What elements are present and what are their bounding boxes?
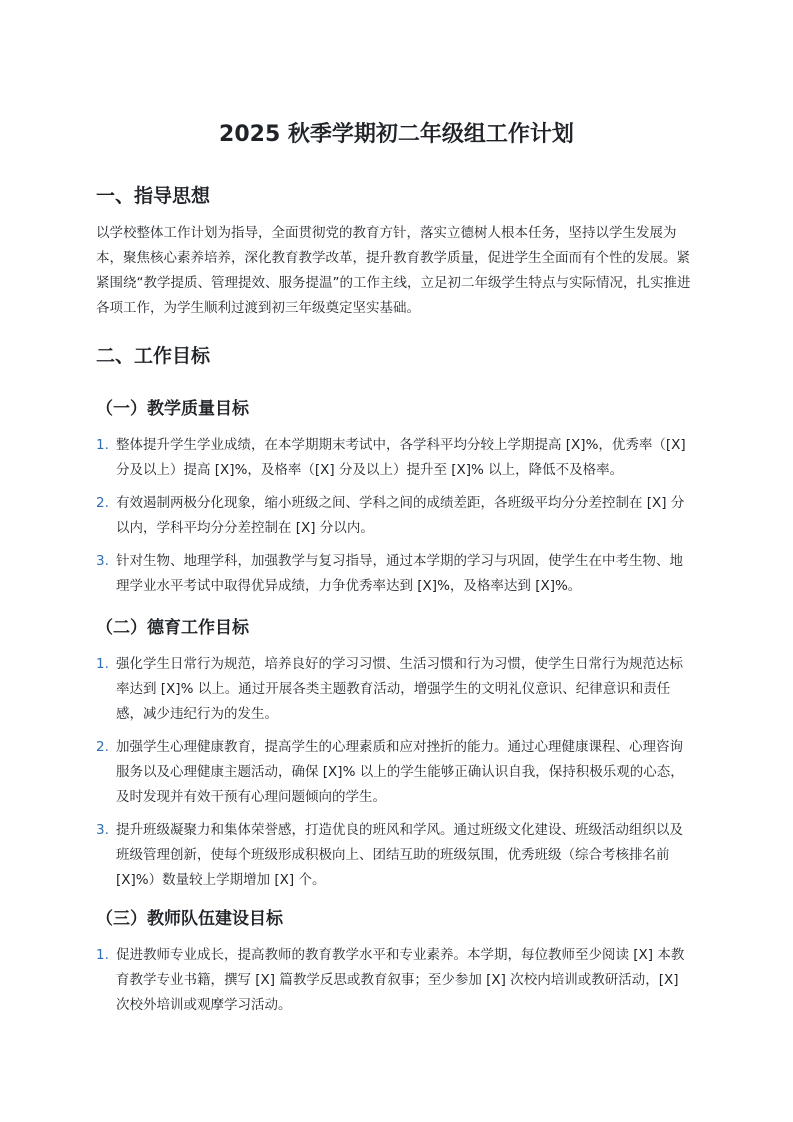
list-item — [96, 818, 696, 893]
list-item-text: 整体提升学生学业成绩，在本学期期末考试中，各学科平均分较上学期提高 [X]%，优秀率（[X] 分及以上）提高 [X]%，及格率（[X] 分及以上）提升至 [X]% 以上，降低不及格率。 — [116, 437, 686, 478]
list-item — [96, 652, 696, 727]
list-number: 3. — [96, 822, 109, 838]
list-item-text: 促进教师专业成长，提高教师的教育教学水平和专业素养。本学期，每位教师至少阅读 [X] 本教育教学专业书籍，撰写 [X] 篇教学反思或教育叙事；至少参加 [X] 次校内培训或教研活动，[X] 次校外培训或观摩学习活动。 — [116, 947, 685, 1013]
list-item — [96, 433, 696, 483]
list-item — [96, 943, 696, 1018]
list-item-text: 强化学生日常行为规范，培养良好的学习习惯、生活习惯和行为习惯，使学生日常行为规范达标率达到 [X]% 以上。通过开展各类主题教育活动，增强学生的文明礼仪意识、纪律意识和责任感，减少违纪行为的发生。 — [116, 656, 683, 722]
subsection-heading-teaching-quality: （一）教学质量目标 — [96, 399, 249, 419]
subsection-heading-moral-education: （二）德育工作目标 — [96, 618, 249, 638]
list-number: 1. — [96, 656, 109, 672]
list-item — [96, 491, 696, 541]
list-number: 2. — [96, 739, 109, 755]
section-heading-guiding-ideology: 一、指导思想 — [96, 185, 211, 207]
list-item-text: 有效遏制两极分化现象，缩小班级之间、学科之间的成绩差距，各班级平均分分差控制在 [X] 分以内，学科平均分分差控制在 [X] 分以内。 — [116, 495, 685, 536]
teaching-quality-list — [96, 433, 696, 607]
list-item-text: 针对生物、地理学科，加强教学与复习指导，通过本学期的学习与巩固，使学生在中考生物、地理学业水平考试中取得优异成绩，力争优秀率达到 [X]%，及格率达到 [X]%。 — [116, 553, 683, 594]
moral-education-list — [96, 652, 696, 901]
section-heading-work-goals: 二、工作目标 — [96, 345, 211, 367]
document-title: 2025 秋季学期初二年级组工作计划 — [219, 122, 574, 147]
list-item — [96, 549, 696, 599]
list-number: 2. — [96, 495, 109, 511]
subsection-heading-teacher-team: （三）教师队伍建设目标 — [96, 909, 283, 929]
list-number: 1. — [96, 437, 109, 453]
guiding-ideology-paragraph: 以学校整体工作计划为指导，全面贯彻党的教育方针，落实立德树人根本任务，坚持以学生发展为本，聚焦核心素养培养，深化教育教学改革，提升教育教学质量，促进学生全面而有个性的发展。紧紧围绕“教学提质、管理提效、服务提温”的工作主线，立足初二年级学生特点与实际情况，扎实推进各项工作，为学生顺利过渡到初三年级奠定坚实基础。 — [96, 225, 691, 316]
list-number: 1. — [96, 947, 109, 963]
list-item-text: 提升班级凝聚力和集体荣誉感，打造优良的班风和学风。通过班级文化建设、班级活动组织以及班级管理创新，使每个班级形成积极向上、团结互助的班级氛围，优秀班级（综合考核排名前 [X]%）数量较上学期增加 [X] 个。 — [116, 822, 683, 888]
teacher-team-list — [96, 943, 696, 1026]
list-item — [96, 735, 696, 810]
list-item-text: 加强学生心理健康教育，提高学生的心理素质和应对挫折的能力。通过心理健康课程、心理咨询服务以及心理健康主题活动，确保 [X]% 以上的学生能够正确认识自我，保持积极乐观的心态，及时发现并有效干预有心理问题倾向的学生。 — [116, 739, 684, 805]
list-number: 3. — [96, 553, 109, 569]
